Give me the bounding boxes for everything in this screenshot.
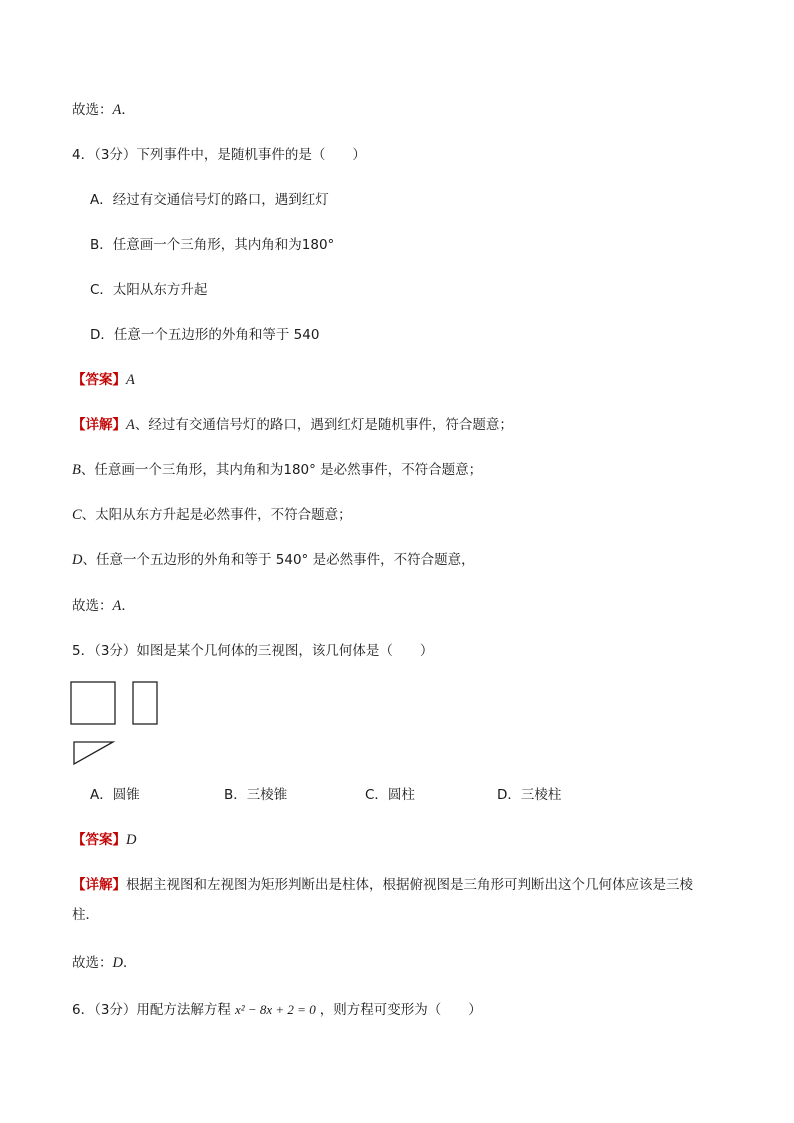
q4-select-line [72,596,135,616]
select-prefix: 故选： [72,955,113,971]
detail-letter: A [126,417,135,433]
top-view-triangle [74,742,113,764]
q4-option-d: D．任意一个五边形的外角和等于 540 [90,327,320,343]
q5-option-a: A．圆锥 [90,787,140,803]
select-prefix: 故选： [72,102,113,118]
detail-letter: C [72,507,82,523]
q4-detail-a [72,415,513,435]
q4-answer [72,370,135,390]
answer-tag: 【答案】 [72,832,126,848]
q4-option-c: C．太阳从东方升起 [90,282,208,298]
detail-text: 根据主视图和左视图为矩形判断出是柱体，根据俯视图是三角形可判断出这个几何体应该是三棱 [126,877,693,893]
detail-tag: 【详解】 [72,877,126,893]
detail-text: 、任意一个五边形的外角和等于 540° 是必然事件，不符合题意， [82,552,475,568]
prev-select-line [72,100,135,120]
select-prefix: 故选： [72,598,113,614]
three-view-figure [70,680,130,770]
side-view-figure [132,680,162,730]
select-suffix: ． [122,955,137,971]
select-value: D [112,955,123,971]
answer-value: A [126,372,135,388]
q5-answer [72,830,136,850]
q4-stem: 4．（3分）下列事件中，是随机事件的是（ ） [72,147,366,163]
front-view-rect [71,682,115,724]
q4-detail-b [72,460,482,480]
detail-text: 、太阳从东方升起是必然事件，不符合题意； [81,507,352,523]
select-value: A [112,598,122,614]
select-suffix: ． [121,102,135,118]
detail-letter: B [72,462,81,478]
detail-tag: 【详解】 [72,417,126,433]
q5-option-c: C．圆柱 [365,787,415,803]
select-suffix: ． [121,598,135,614]
select-value: A [112,102,122,118]
q4-detail-c [72,505,352,525]
side-view-rect [133,682,157,724]
detail-text: 、任意画一个三角形，其内角和为180° 是必然事件，不符合题意； [80,462,483,478]
q4-option-b: B．任意画一个三角形，其内角和为180° [90,237,335,253]
q6-stem [72,1000,482,1020]
q4-detail-d [72,550,475,570]
equation: x² − 8x + 2 = 0 [234,1002,316,1017]
q5-detail-line2: 柱． [72,907,99,923]
q5-option-d: D．三棱柱 [497,787,562,803]
detail-text: 、经过有交通信号灯的路口，遇到红灯是随机事件，符合题意； [134,417,513,433]
q5-stem: 5．（3分）如图是某个几何体的三视图，该几何体是（ ） [72,643,434,659]
stem-prefix: 6．（3分）用配方法解方程 [72,1002,231,1018]
q5-option-b: B．三棱锥 [224,787,288,803]
q5-detail-line1 [72,875,693,895]
q4-option-a: A．经过有交通信号灯的路口，遇到红灯 [90,192,329,208]
detail-letter: D [72,552,83,568]
stem-suffix: ，则方程可变形为（ ） [319,1002,482,1018]
answer-value: D [126,832,137,848]
answer-tag: 【答案】 [72,372,126,388]
q5-select-line [72,953,136,973]
